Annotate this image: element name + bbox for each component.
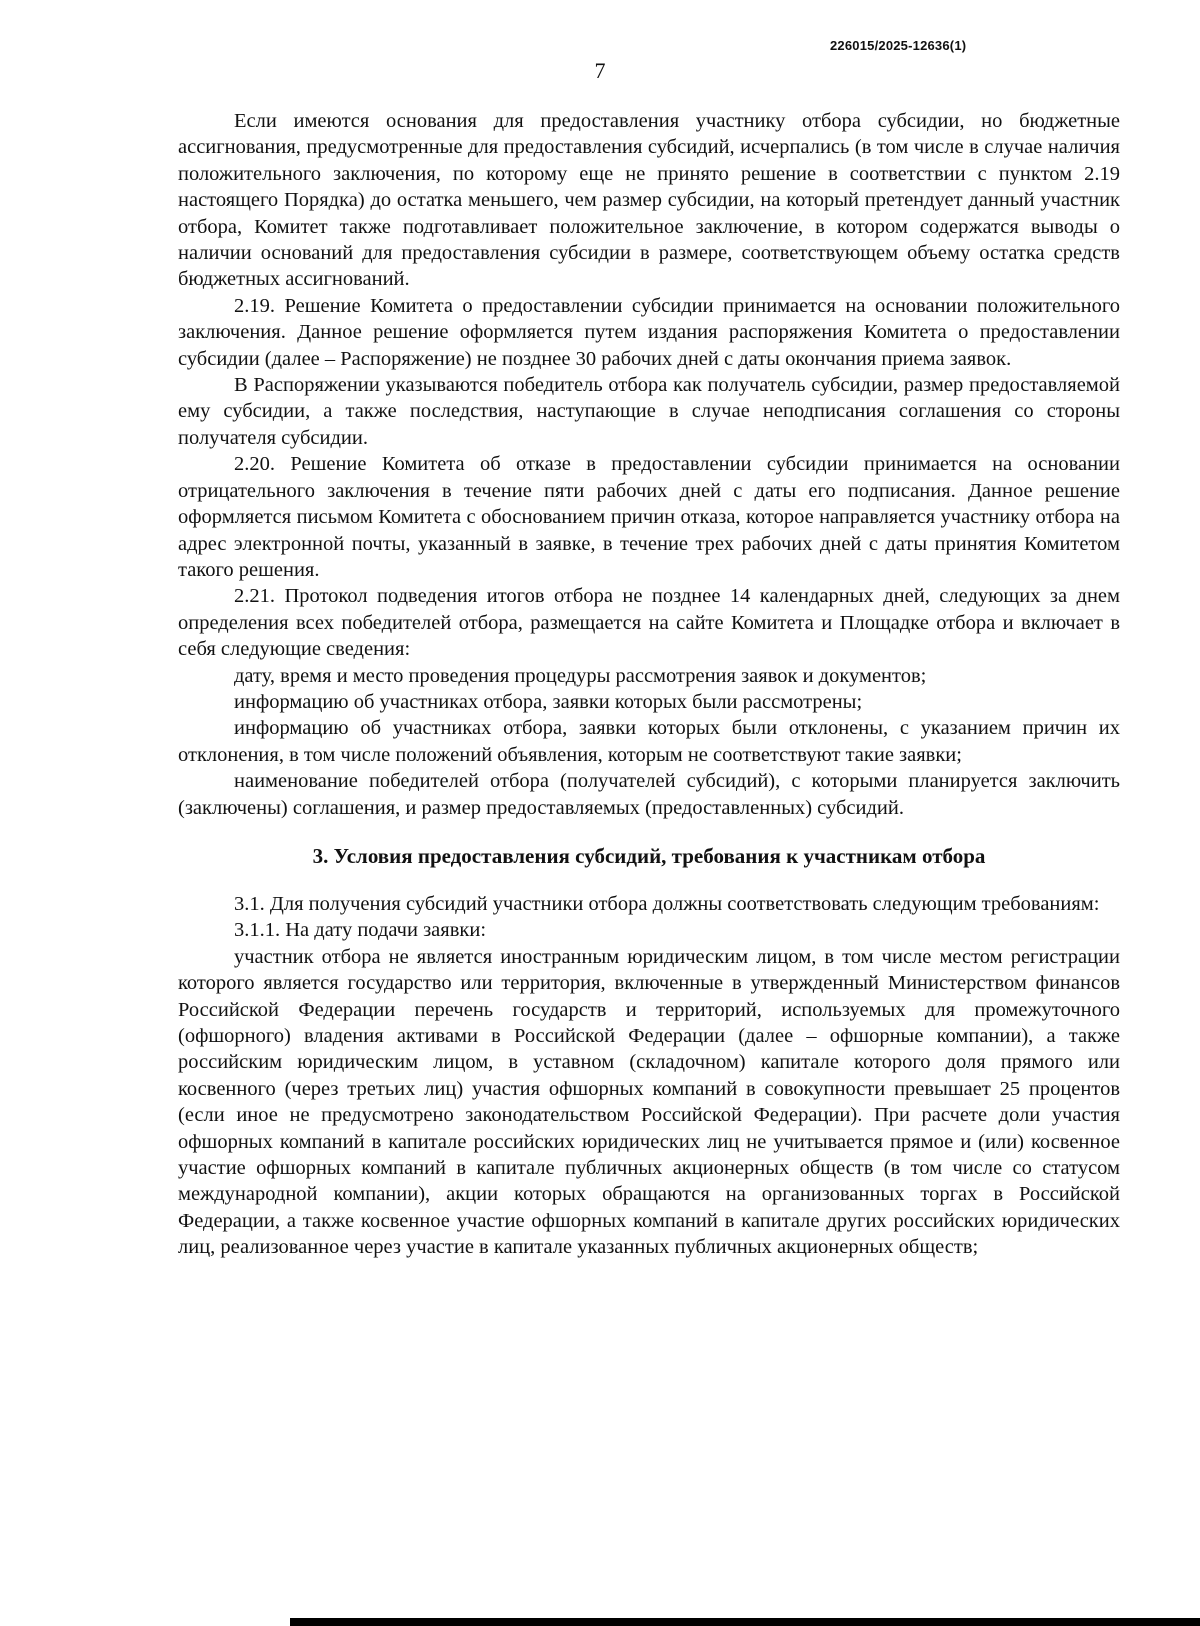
list-item-reviewed-participants: информацию об участниках отбора, заявки которых были рассмотрены; bbox=[234, 690, 863, 713]
page-number: 7 bbox=[594, 58, 606, 83]
paragraph-2-20: 2.20. Решение Комитета об отказе в предоставлении субсидии принимается на основании отрицательного заключения в течение пяти рабочих дней с даты его подписания. Данное решение оформляется письмом Комитета с обоснованием причин отказа, которое направляется участнику отбора на адрес электронной почты, указанный в заявке, в течение трех рабочих дней с даты принятия Комитетом такого решения. bbox=[178, 453, 1120, 581]
paragraph-3-1: 3.1. Для получения субсидий участники отбора должны соответствовать следующим требованиям: bbox=[234, 892, 1100, 915]
paragraph-2-19: 2.19. Решение Комитета о предоставлении субсидии принимается на основании положительного заключения. Данное решение оформляется путем издания распоряжения Комитета о предоставлении субсидии (далее – Распоряжение) не позднее 30 рабочих дней с даты окончания приема заявок. bbox=[178, 294, 1120, 370]
paragraph-3-1-1: 3.1.1. На дату подачи заявки: bbox=[234, 919, 487, 942]
paragraph-order-contents: В Распоряжении указываются победитель отбора как получатель субсидии, размер предоставляемой ему субсидии, а также последствия, наступающие в случае неподписания соглашения со стороны получателя субсидии. bbox=[178, 374, 1120, 449]
scan-edge-line bbox=[290, 1618, 1200, 1626]
document-registration-number: 226015/2025-12636(1) bbox=[830, 38, 967, 53]
section-3-heading: 3. Условия предоставления субсидий, требования к участникам отбора bbox=[312, 843, 986, 868]
list-item-date-time-place: дату, время и место проведения процедуры рассмотрения заявок и документов; bbox=[234, 664, 927, 687]
paragraph-insufficient-funds: Если имеются основания для предоставления участнику отбора субсидии, но бюджетные ассигнования, предусмотренные для предоставления субсидий, исчерпались (в том числе в случае наличия положительного заключения, по которому еще не принято решение в соответствии с пунктом 2.19 настоящего Порядка) до остатка меньшего, чем размер субсидии, на который претендует данный участник отбора, Комитет также подготавливает положительное заключение, в котором содержатся выводы о наличии оснований для предоставления субсидии в размере, соответствующем объему остатка средств бюджетных ассигнований. bbox=[178, 110, 1120, 291]
list-item-rejected-participants: информацию об участниках отбора, заявки которых были отклонены, с указанием причин их отклонения, в том числе положений объявления, которым не соответствуют такие заявки; bbox=[178, 717, 1120, 766]
document-body bbox=[178, 108, 1120, 1261]
paragraph-offshore-requirement: участник отбора не является иностранным юридическим лицом, в том числе местом регистрации которого является государство или территория, включенные в утвержденный Министерством финансов Российской Федерации перечень государств и территорий, используемых для промежуточного (офшорного) владения активами в Российской Федерации (далее – офшорные компании), а также российским юридическим лицом, в уставном (складочном) капитале которого доля прямого или косвенного (через третьих лиц) участия офшорных компаний в совокупности превышает 25 процентов (если иное не предусмотрено законодательством Российской Федерации). При расчете доли участия офшорных компаний в капитале российских юридических лиц не учитывается прямое и (или) косвенное участие офшорных компаний в капитале публичных акционерных обществ (в том числе со статусом международной компании), акции которых обращаются на организованных торгах в Российской Федерации, а также косвенное участие офшорных компаний в капитале других российских юридических лиц, реализованное через участие в капитале указанных публичных акционерных обществ; bbox=[178, 945, 1120, 1259]
list-item-winners: наименование победителей отбора (получателей субсидий), с которыми планируется заключить (заключены) соглашения, и размер предоставляемых (предоставленных) субсидий. bbox=[178, 770, 1120, 819]
paragraph-2-21: 2.21. Протокол подведения итогов отбора не позднее 14 календарных дней, следующих за днем определения всех победителей отбора, размещается на сайте Комитета и Площадке отбора и включает в себя следующие сведения: bbox=[178, 585, 1120, 661]
